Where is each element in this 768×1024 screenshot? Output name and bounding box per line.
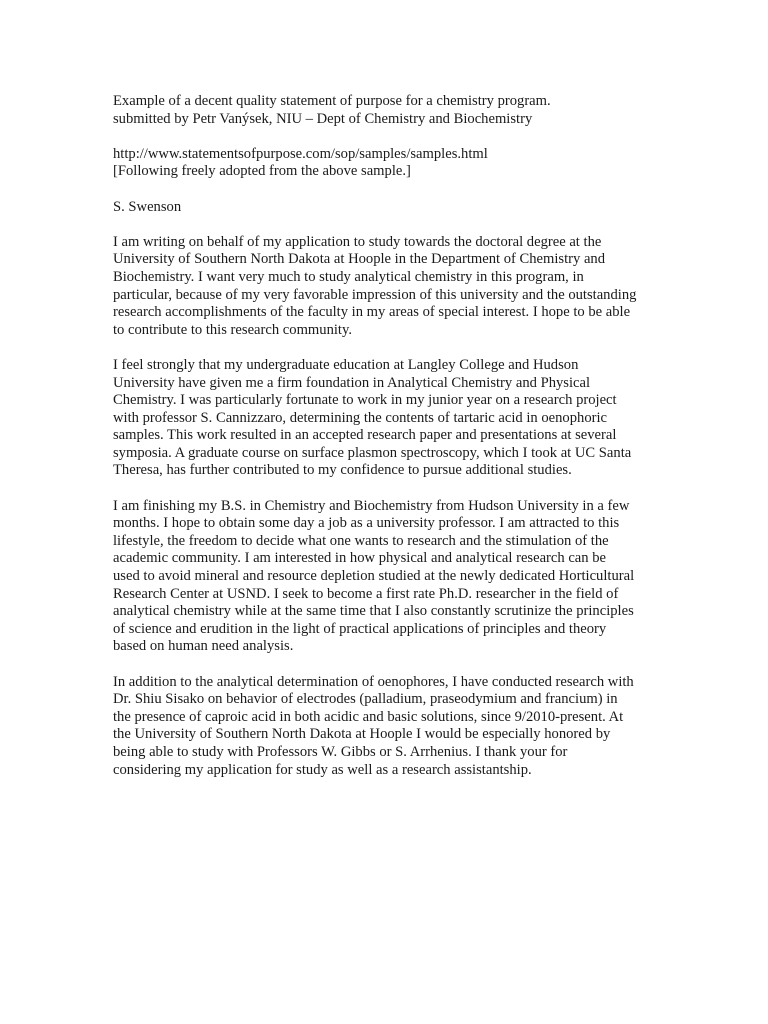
paragraph-4 — [113, 674, 673, 780]
paragraph-line: to contribute to this research community. — [113, 321, 352, 338]
paragraph-line: with professor S. Cannizzaro, determining the contents of tartaric acid in oenophoric — [113, 409, 608, 426]
paragraph-line: being able to study with Professors W. Gibbs or S. Arrhenius. I thank your for — [113, 743, 568, 760]
source-url: http://www.statementsofpurpose.com/sop/samples/samples.html — [113, 145, 488, 162]
paragraph-2 — [113, 357, 673, 480]
header-line-1: Example of a decent quality statement of purpose for a chemistry program. — [113, 93, 551, 109]
source-note: [Following freely adopted from the above sample.] — [113, 163, 411, 180]
author-name — [113, 199, 673, 217]
spacer — [113, 181, 673, 199]
paragraph-line: analytical chemistry while at the same time that I also constantly scrutinize the principles — [113, 603, 634, 620]
paragraph-line: Chemistry. I was particularly fortunate to work in my junior year on a research project — [113, 392, 617, 409]
paragraph-line: of science and erudition in the light of practical applications of principles and theory — [113, 620, 607, 637]
paragraph-line: based on human need analysis. — [113, 638, 294, 655]
paragraph-line: Theresa, has further contributed to my confidence to pursue additional studies. — [113, 462, 572, 479]
paragraph-3 — [113, 498, 673, 656]
paragraph-line: Dr. Shiu Sisako on behavior of electrodes (palladium, praseodymium and francium) in — [113, 691, 618, 708]
paragraph-line: research accomplishments of the faculty in my areas of special interest. I hope to be able — [113, 304, 631, 321]
paragraph-line: academic community. I am interested in how physical and analytical research can be — [113, 550, 607, 567]
paragraph-line: In addition to the analytical determination of oenophores, I have conducted research with — [113, 673, 634, 690]
paragraph-1 — [113, 234, 673, 340]
paragraph-line: University have given me a firm foundation in Analytical Chemistry and Physical — [113, 374, 591, 391]
paragraph-line: symposia. A graduate course on surface plasmon spectroscopy, which I took at UC Santa — [113, 444, 632, 461]
paragraph-line: used to avoid mineral and resource depletion studied at the newly dedicated Horticultural — [113, 568, 635, 585]
paragraph-line: the University of Southern North Dakota at Hoople I would be especially honored by — [113, 726, 611, 743]
document-body — [113, 93, 673, 797]
paragraph-line: Research Center at USND. I seek to become a first rate Ph.D. researcher in the field of — [113, 585, 619, 602]
paragraph-line: I am writing on behalf of my application to study towards the doctoral degree at the — [113, 233, 602, 250]
source-block — [113, 146, 673, 181]
paragraph-line: Biochemistry. I want very much to study analytical chemistry in this program, in — [113, 268, 584, 285]
paragraph-line: samples. This work resulted in an accepted research paper and presentations at several — [113, 427, 617, 444]
spacer — [113, 128, 673, 146]
paragraph-line: I feel strongly that my undergraduate education at Langley College and Hudson — [113, 356, 579, 373]
paragraph-line: the presence of caproic acid in both acidic and basic solutions, since 9/2010-present. At — [113, 708, 624, 725]
paragraph-line: University of Southern North Dakota at Hoople in the Department of Chemistry and — [113, 251, 606, 268]
author-line: S. Swenson — [113, 198, 182, 215]
paragraph-line: particular, because of my very favorable impression of this university and the outstanding — [113, 286, 637, 303]
paragraph-line: lifestyle, the freedom to decide what one wants to research and the stimulation of the — [113, 532, 609, 549]
header-block — [113, 93, 673, 128]
paragraph-line: months. I hope to obtain some day a job as a university professor. I am attracted to this — [113, 515, 620, 532]
header-line-2: submitted by Petr Vanýsek, NIU – Dept of Chemistry and Biochemistry — [113, 110, 533, 127]
paragraph-line: considering my application for study as well as a research assistantship. — [113, 761, 532, 778]
paragraph-line: I am finishing my B.S. in Chemistry and Biochemistry from Hudson University in a few — [113, 497, 630, 514]
